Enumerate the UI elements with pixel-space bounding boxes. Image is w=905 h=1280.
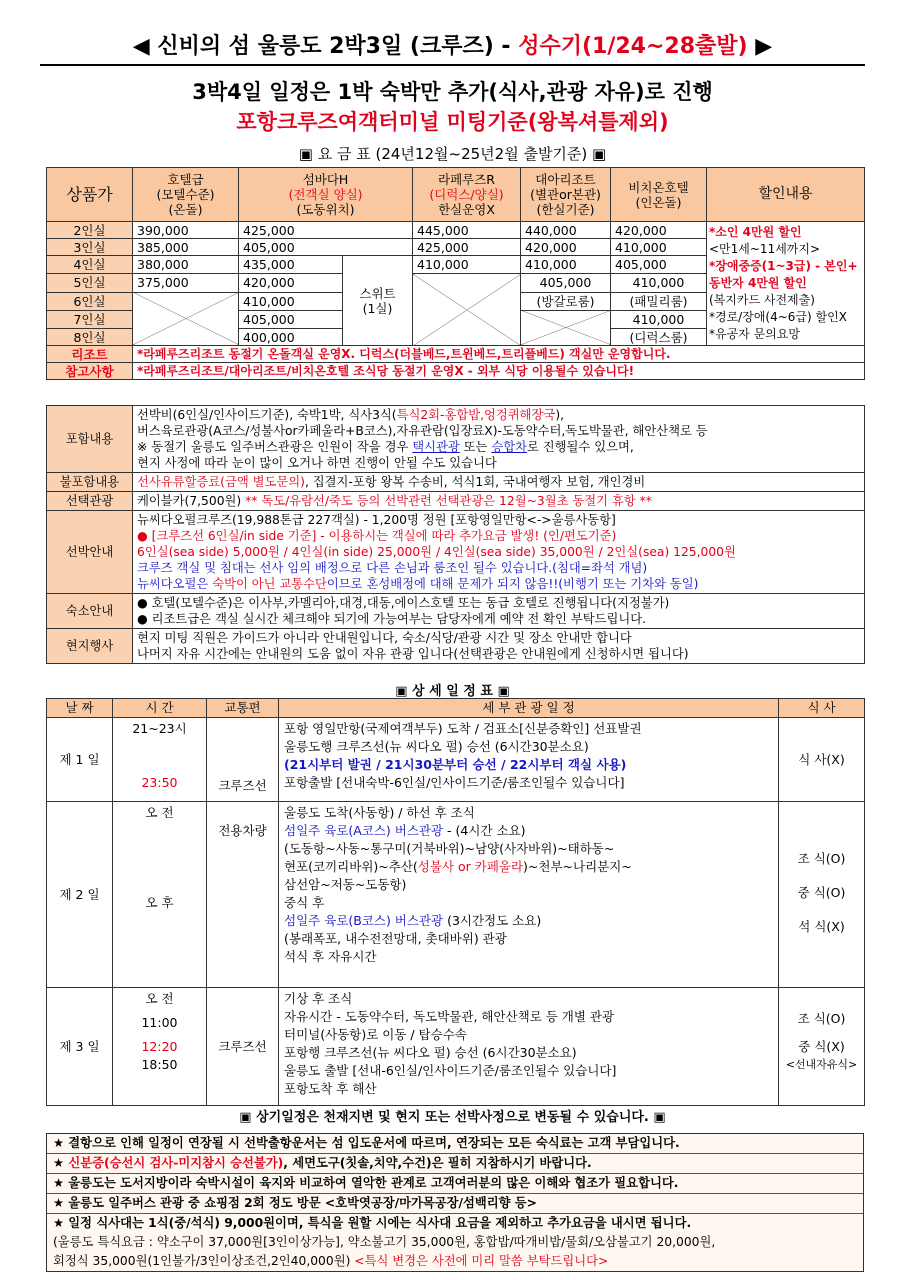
discount-item: *장애중증(1~3급) - 본인+ (709, 259, 858, 273)
price-cell: 405,000 (239, 310, 343, 328)
info-table (46, 405, 865, 664)
include-text: 선박비(6인실/인사이드기준), 숙박1박, 식사3식(특식2회-홍합밥,엉겅퀴해장국), 버스육로관광(A코스/성불사or카페울라+B코스),자유관람(입장료X)-도동약수터,독도박물관, 해안산책로 등 ※ 동절기 울릉도 일주버스관광은 인원이 작을 경우 택시관광 또는 승합차로 진행될수 있으며, 현지 사정에 따라 눈이 많이 오거나 하면 진행이 안될 수도 있습니다 (133, 406, 865, 473)
day-times: 오 전 11:00 12:20 18:50 (113, 988, 207, 1106)
price-cell: 420,000 (239, 274, 343, 292)
title-season: 성수기(1/24~28출발) (518, 34, 748, 59)
day-times: 21~23시 23:50 (113, 718, 207, 802)
price-cell: 445,000 (413, 222, 521, 239)
note-line: ★ 결항으로 인해 일정이 연장될 시 선박출항운서는 섬 입도운서에 따르며, 연장되는 모든 숙식료는 고객 부담입니다. (47, 1134, 863, 1154)
page-title (40, 30, 865, 66)
day-plan: 기상 후 조식 자유시간 - 도동약수터, 독도박물관, 해안산책로 등 개별 관광 터미널(사동항)로 이동 / 탑승수속 포항행 크루즈선(뉴 씨다오 펄) 승선 (6시간30분소요) 울릉도 출발 [선내-6인실/인사이드기준/룸조인될수 있습니다] 포항도착 후 해산 (279, 988, 779, 1106)
room-type-cell: (디럭스룸) (611, 329, 707, 346)
row-label: 3인실 (47, 239, 133, 256)
unavailable-cell (521, 310, 611, 345)
resort-text: *라페루즈리조트 동절기 온돌객실 운영X. 디럭스(더블베드,트윈베드,트리플베드) 객실만 운영합니다. (133, 346, 865, 363)
day-transport: 크루즈선 (207, 988, 279, 1106)
suite-cell: 스위트 (1실) (343, 256, 413, 346)
exclude-text: 선사유류할증료(금액 별도문의), 집결지-포항 왕복 수송비, 석식1회, 국내여행자 보험, 개인경비 (133, 473, 865, 492)
room-type-cell: (방갈로룸) (521, 292, 611, 310)
price-cell: 405,000 (611, 256, 707, 274)
day-label: 제 3 일 (47, 988, 113, 1106)
note-line: ★ 울릉도는 도서지방이라 숙박시설이 육지와 비교하여 열악한 관계로 고객여러분의 많은 이해와 협조가 필요합니다. (47, 1174, 863, 1194)
row-label: 7인실 (47, 310, 133, 328)
itinerary-table (46, 698, 865, 1106)
title-main: 신비의 섬 울릉도 2박3일 (크루즈) - (149, 34, 519, 59)
discount-header: 할인내용 (707, 168, 865, 222)
ship-text: 뉴씨다오펄크루즈(19,988톤급 227객실) - 1,200명 정원 [포항영일만항<->울릉사동항] ● [크루즈선 6인실/in side 기준] - 이용하시는 객실에 따라 추가요금 발생! (인/편도기준) 6인실(sea side) 5,000원 / 4인실(in side) 25,000원 / 4인실(sea side) 35,000원 / 2인실(sea) 125,000원 크루즈 객실 및 침대는 선사 임의 배정으로 다른 손님과 룸조인 될수 있습니다.(침대=좌석 개념) 뉴씨다오펄은 숙박이 아닌 교통수단이므로 혼성배정에 대해 문제가 되지 않음!!(비행기 또는 기차와 동일) (133, 511, 865, 594)
price-cell: 390,000 (133, 222, 239, 239)
row-label: 8인실 (47, 329, 133, 346)
discount-item: <만1세~11세까지> (709, 242, 821, 256)
schedule-notice: ▣ 상기일정은 천재지변 및 현지 또는 선박사정으로 변동될 수 있습니다. ▣ (239, 1110, 666, 1125)
price-cell: 425,000 (239, 222, 413, 239)
discount-item: 동반자 4만원 할인 (709, 276, 807, 290)
day-transport: 전용차량 (207, 802, 279, 988)
note-line: ★ 울릉도 일주버스 관광 중 쇼핑점 2회 정도 방문 <호박엿공장/마가목공장/섬백리향 등> (47, 1194, 863, 1214)
row-label: 2인실 (47, 222, 133, 239)
optional-text: 케이블카(7,500원) ** 독도/유람선/죽도 등의 선박관련 선택관광은 12월~3월초 동절기 휴항 ** (133, 492, 865, 511)
unavailable-cell (133, 292, 239, 346)
day-meal: 식 사(X) (779, 718, 865, 802)
resort-label: 리조트 (47, 346, 133, 363)
price-cell: 410,000 (611, 239, 707, 256)
date-header: 날 짜 (47, 699, 113, 718)
exclude-label: 불포함내용 (47, 473, 133, 492)
price-cell: 420,000 (611, 222, 707, 239)
subtitle-schedule: 3박4일 일정은 1박 숙박만 추가(식사,관광 자유)로 진행 (192, 80, 713, 104)
price-cell: 400,000 (239, 329, 343, 346)
price-cell: 410,000 (521, 256, 611, 274)
price-cell: 410,000 (611, 274, 707, 292)
header-daea: 대아리조트 (별관or본관) (한실기준) (521, 168, 611, 222)
plan-header: 세 부 관 광 일 정 (279, 699, 779, 718)
unavailable-cell (413, 274, 521, 346)
price-cell: 375,000 (133, 274, 239, 292)
note-line: ★ 신분증(승선시 검사-미지참시 승선불가), 세면도구(칫솔,치약,수건)은 필히 지참하시기 바랍니다. (47, 1154, 863, 1174)
header-laperouse: 라페루즈R (디럭스/양실) 한실운영X (413, 168, 521, 222)
day-plan: 울릉도 도착(사동항) / 하선 후 조식 섬일주 육로(A코스) 버스관광 - (4시간 소요) (도동항~사동~통구미(거북바위)~남양(사자바위)~태하동~ 현포(코끼리바위)~추산(성불사 or 카페울라)~천부~나리분지~ 삼선암~저동~도동항) 중식 후 섬일주 육로(B코스) 버스관광 (3시간정도 소요) (봉래폭포, 내수전전망대, 촛대바위) 관광 석식 후 자유시간 (279, 802, 779, 988)
discount-item: *경로/장애(4~6급) 할인X (709, 310, 847, 324)
room-type-cell: (패밀리룸) (611, 292, 707, 310)
include-label: 포함내용 (47, 406, 133, 473)
local-text: 현지 미팅 직원은 가이드가 아니라 안내원입니다, 숙소/식당/관광 시간 및 장소 안내만 합니다 나머지 자유 시간에는 안내원의 도움 없이 자유 관광 입니다(선택관광은 안내원에게 신청하시면 됩니다) (133, 629, 865, 664)
price-cell: 410,000 (611, 310, 707, 328)
price-cell: 410,000 (239, 292, 343, 310)
ref-label: 참고사항 (47, 363, 133, 380)
fee-table (46, 167, 865, 380)
price-cell: 420,000 (521, 239, 611, 256)
row-label: 5인실 (47, 274, 133, 292)
time-header: 시 간 (113, 699, 207, 718)
header-hotel: 호텔급 (모텔수준) (온돌) (133, 168, 239, 222)
left-arrow-icon: ◀ (132, 34, 150, 59)
day-plan: 포항 영일만항(국제여객부두) 도착 / 검표소[신분증확인] 선표발권 울릉도행 크루즈선(뉴 씨다오 펄) 승선 (6시간30분소요) (21시부터 발권 / 21시30분부터 승선 / 22시부터 객실 사용) 포항출발 [선내숙박-6인실/인사이드기준/룸조인될수 있습니다] (279, 718, 779, 802)
price-cell: 435,000 (239, 256, 343, 274)
price-cell: 425,000 (413, 239, 521, 256)
notes-box (46, 1133, 864, 1272)
right-arrow-icon: ▶ (747, 34, 773, 59)
product-header: 상품가 (47, 168, 133, 222)
price-cell: 440,000 (521, 222, 611, 239)
price-cell: 385,000 (133, 239, 239, 256)
discount-item: *유공자 문의요망 (709, 327, 800, 341)
stay-text: ● 호텔(모텔수준)은 이사부,카멜리아,대경,대동,에이스호텔 또는 동급 호텔로 진행됩니다(지정불가) ● 리조트급은 객실 실시간 체크해야 되기에 가능여부는 담당자에게 예약 전 확인 부탁드립니다. (133, 594, 865, 629)
day-label: 제 2 일 (47, 802, 113, 988)
day-times: 오 전 오 후 (113, 802, 207, 988)
stay-label: 숙소안내 (47, 594, 133, 629)
price-cell: 380,000 (133, 256, 239, 274)
price-cell: 405,000 (521, 274, 611, 292)
detail-title: ▣ 상 세 일 정 표 ▣ (395, 684, 510, 699)
ref-text: *라페루즈리조트/대아리조트/비치온호텔 조식당 동절기 운영X - 외부 식당 이용될수 있습니다! (133, 363, 865, 380)
ship-label: 선박안내 (47, 511, 133, 594)
day-label: 제 1 일 (47, 718, 113, 802)
optional-label: 선택관광 (47, 492, 133, 511)
day-meal: 조 식(O) 중 식(X) <선내자유식> (779, 988, 865, 1106)
header-beachon: 비치온호텔 (인온돌) (611, 168, 707, 222)
subtitle-meeting: 포항크루즈여객터미널 미팅기준(왕복셔틀제외) (236, 110, 669, 134)
day-transport: 크루즈선 (207, 718, 279, 802)
transport-header: 교통편 (207, 699, 279, 718)
day-meal: 조 식(O) 중 식(O) 석 식(X) (779, 802, 865, 988)
fee-table-title: ▣ 요 금 표 (24년12월~25년2월 출발기준) ▣ (298, 145, 607, 163)
meal-header: 식 사 (779, 699, 865, 718)
discount-item: (복지카드 사전제출) (709, 293, 815, 307)
discount-list (707, 222, 865, 346)
row-label: 4인실 (47, 256, 133, 274)
header-seombada: 섬바다H (전객실 양실) (도동위치) (239, 168, 413, 222)
price-cell: 405,000 (239, 239, 413, 256)
price-cell: 410,000 (413, 256, 521, 274)
note-line: 회정식 35,000원(1인불가/3인이상조건,2인40,000원) <특식 변경은 사전에 미리 말씀 부탁드립니다> (53, 1254, 609, 1268)
discount-item: *소인 4만원 할인 (709, 225, 802, 239)
note-line: ★ 일정 식사대는 1식(중/석식) 9,000원이며, 특식을 원할 시에는 식사대 요금을 제외하고 추가요금을 내시면 됩니다. (53, 1216, 692, 1230)
row-label: 6인실 (47, 292, 133, 310)
note-line: (울릉도 특식요금 : 약소구이 37,000원[3인이상가능], 약소불고기 35,000원, 홍합밥/따개비밥/물회/오삼불고기 20,000원, (53, 1235, 716, 1249)
local-label: 현지행사 (47, 629, 133, 664)
